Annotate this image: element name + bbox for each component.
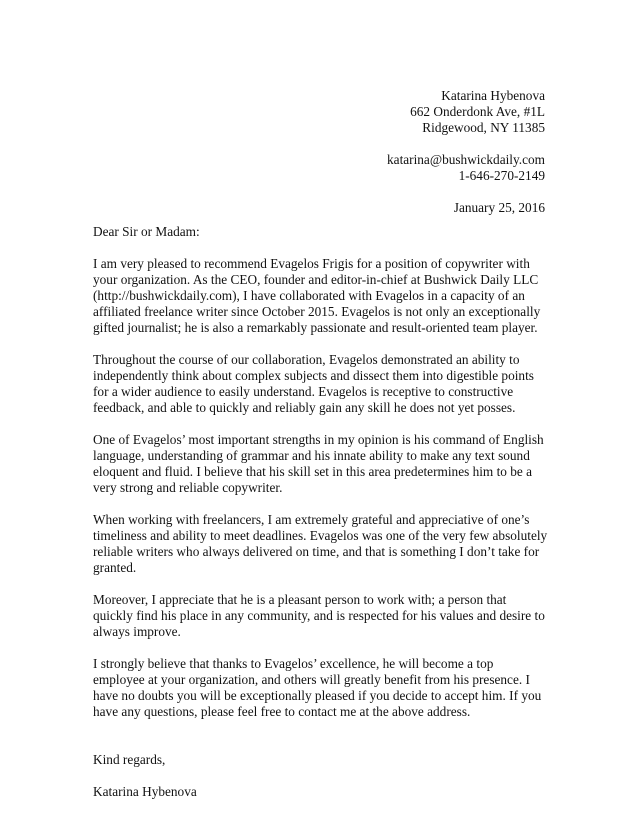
paragraph-5: Moreover, I appreciate that he is a pleasant person to work with; a person that quickly find his place in any community, and is respected for his values and desire to always improve.	[93, 592, 545, 639]
sender-address-line2: Ridgewood, NY 11385	[422, 120, 545, 135]
letter-date: January 25, 2016	[453, 200, 545, 215]
sender-email: katarina@bushwickdaily.com	[387, 152, 545, 167]
paragraph-6: I strongly believe that thanks to Evagelos’ excellence, he will become a top employee at your organization, and others will greatly benefit from his presence. I have no doubts you will be exceptionally pleased if you decide to accept him. If you have any questions, please feel free to contact me at the above address.	[93, 656, 542, 719]
sender-block	[387, 88, 545, 216]
paragraph-3: One of Evagelos’ most important strengths in my opinion is his command of English language, understanding of grammar and his innate ability to make any text sound eloquent and fluid. I believe that his skill set in this area predetermines him to be a very strong and reliable copywriter.	[93, 432, 544, 495]
sender-address-line1: 662 Onderdonk Ave, #1L	[410, 104, 545, 119]
sender-phone: 1-646-270-2149	[458, 168, 545, 183]
paragraph-2: Throughout the course of our collaboration, Evagelos demonstrated an ability to independently think about complex subjects and dissect them into digestible points for a wider audience to easily understand. Evagelos is receptive to constructive feedback, and able to quickly and reliably gain any skill he does not yet posses.	[93, 352, 534, 415]
sender-name: Katarina Hybenova	[441, 88, 545, 103]
closing: Kind regards,	[93, 752, 166, 767]
signature-name: Katarina Hybenova	[93, 784, 197, 799]
salutation: Dear Sir or Madam:	[93, 224, 200, 239]
letter-body	[93, 224, 548, 816]
paragraph-4: When working with freelancers, I am extremely grateful and appreciative of one’s timeliness and ability to meet deadlines. Evagelos was one of the very few absolutely reliable writers who always delivered on time, and that is something I don’t take for granted.	[93, 512, 548, 575]
paragraph-1: I am very pleased to recommend Evagelos Frigis for a position of copywriter with your organization. As the CEO, founder and editor-in-chief at Bushwick Daily LLC (http://bushwickdaily.com), I have collaborated with Evagelos in a capacity of an affiliated freelance writer since October 2015. Evagelos is not only an exceptionally gifted journalist; he is also a remarkably passionate and result-oriented team player.	[93, 256, 541, 335]
